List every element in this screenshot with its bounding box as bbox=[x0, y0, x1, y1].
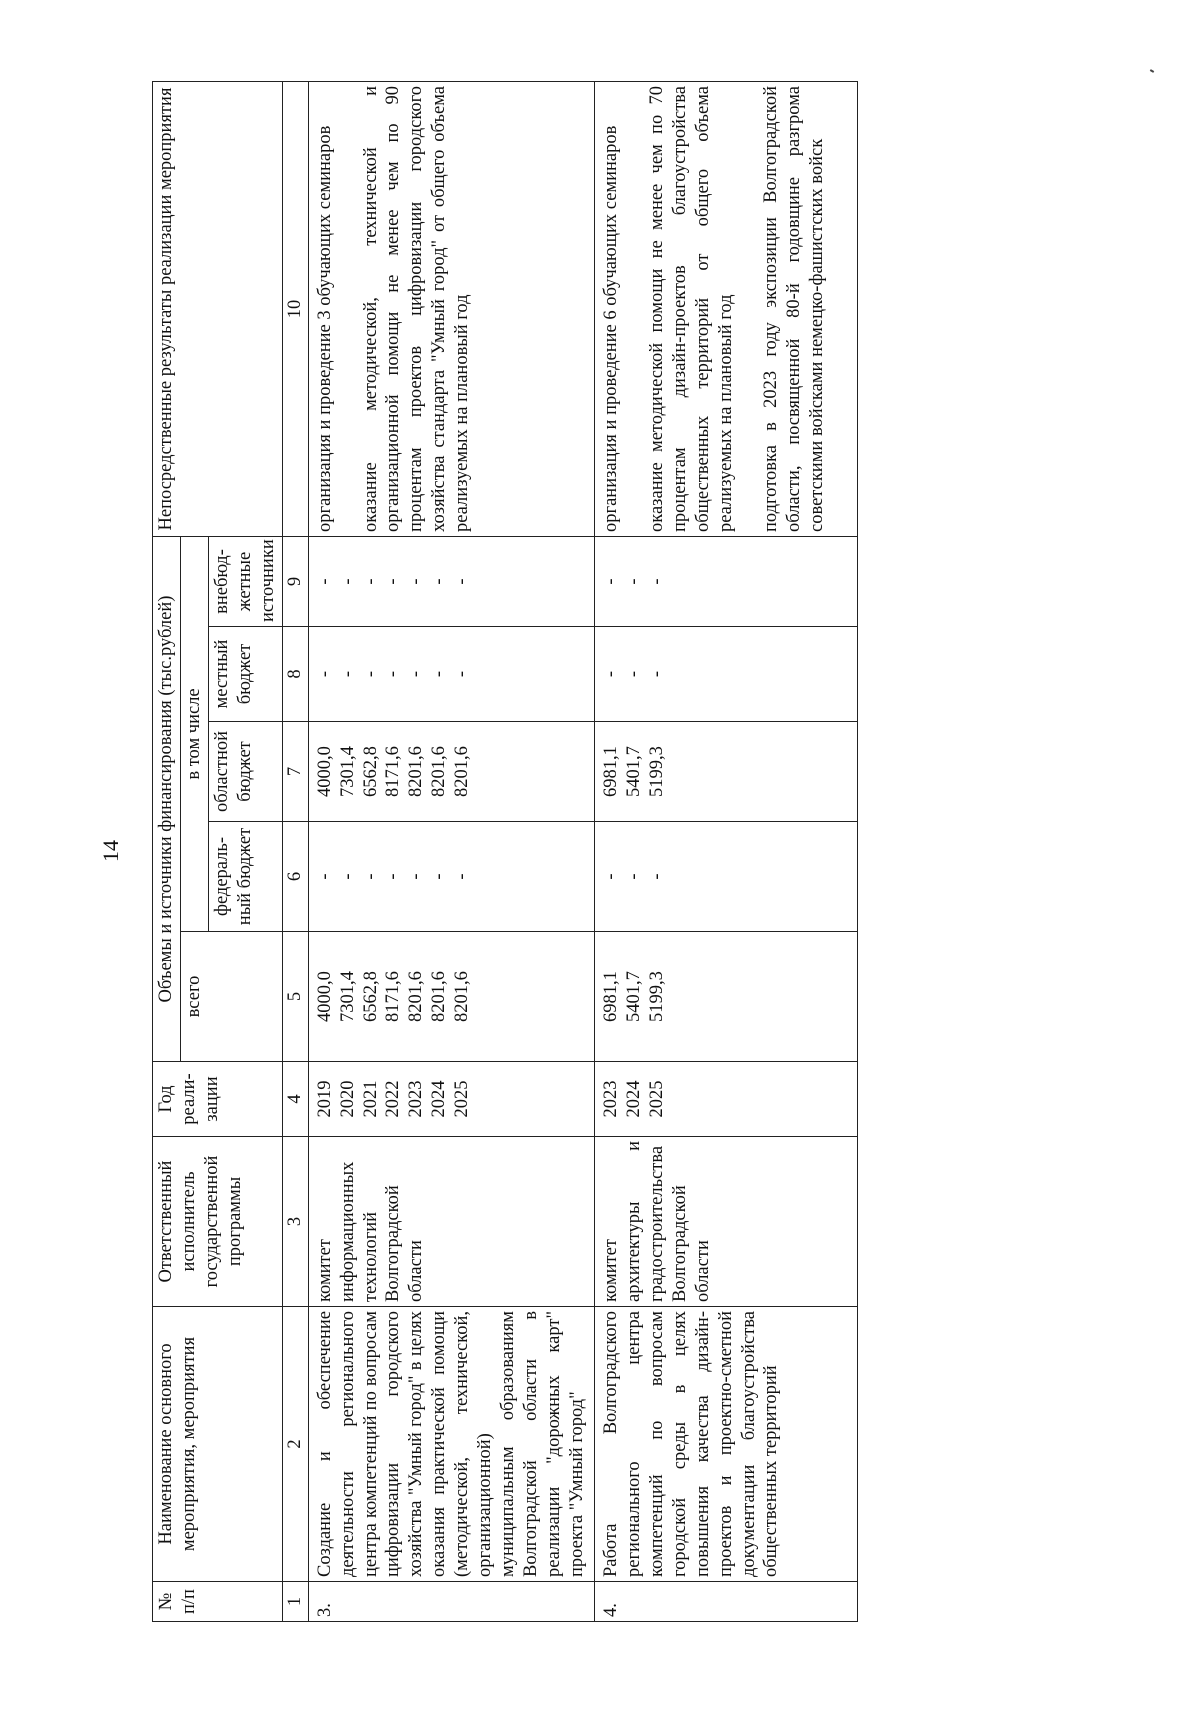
row-number: 3. bbox=[308, 1582, 594, 1622]
table-body bbox=[282, 82, 858, 1622]
total-amount-value: 4000,0 bbox=[314, 971, 335, 1022]
column-number: 4 bbox=[282, 1062, 308, 1137]
extrabudget-amount-value: - bbox=[383, 578, 404, 585]
header-extrabudget: внебюд-жетные источники bbox=[208, 537, 282, 627]
year-value: 2023 bbox=[600, 1080, 621, 1118]
local-amount-value: - bbox=[600, 670, 621, 678]
result-item: организация и проведение 6 обучающих семинаров bbox=[600, 125, 621, 532]
scan-mark bbox=[1150, 69, 1154, 73]
column-number-row bbox=[282, 82, 308, 1622]
regional-amount-value: 6562,8 bbox=[360, 746, 381, 797]
table-row bbox=[594, 82, 857, 1622]
local-amount-value: - bbox=[646, 670, 667, 678]
regional-amount-value: 8201,6 bbox=[452, 746, 473, 797]
result-item: подготовка в 2023 году экспозиции Волгоградской области, посвященной 80-й годовщине разгрома советскими войсками немецко-фашистских войск bbox=[761, 86, 828, 532]
year-value: 2024 bbox=[429, 1080, 450, 1118]
page-number: 14 bbox=[98, 840, 123, 862]
year-value: 2022 bbox=[383, 1080, 404, 1118]
column-number: 6 bbox=[282, 822, 308, 932]
regional-amount-value: 8171,6 bbox=[383, 746, 404, 797]
federal-amount-value: - bbox=[429, 873, 450, 880]
federal-amount-value: - bbox=[623, 873, 644, 880]
total-amount-value: 6981,1 bbox=[600, 971, 621, 1022]
year bbox=[594, 1062, 857, 1137]
total-amount-value: 8201,6 bbox=[452, 971, 473, 1022]
column-number: 3 bbox=[282, 1137, 308, 1307]
header-funding-group: Объемы и источники финансирования (тыс.рублей) bbox=[153, 537, 181, 1062]
regional-amount-value: 8201,6 bbox=[429, 746, 450, 797]
table-row bbox=[308, 82, 594, 1622]
header-year: Год реали-зации bbox=[153, 1062, 283, 1137]
column-number: 1 bbox=[282, 1582, 308, 1622]
results bbox=[594, 82, 857, 537]
federal-amount bbox=[594, 822, 857, 932]
federal-amount-value: - bbox=[383, 873, 404, 880]
federal-amount-value: - bbox=[646, 873, 667, 880]
row-number: 4. bbox=[594, 1582, 857, 1622]
federal-amount-value: - bbox=[360, 873, 381, 880]
header-total: всего bbox=[180, 932, 282, 1062]
column-number: 7 bbox=[282, 722, 308, 822]
measure-name: Создание и обеспечение деятельности регионального центра компетенций по вопросам цифровизации городского хозяйства "Умный город" в целях оказания практической помощи (методической, технической, организационной) муниципальным образованиям Волгоградской области в реализации "дорожных карт" проекта "Умный город" bbox=[308, 1307, 594, 1582]
column-number: 5 bbox=[282, 932, 308, 1062]
total-amount-value: 8201,6 bbox=[429, 971, 450, 1022]
extrabudget-amount bbox=[308, 537, 594, 627]
executor: комитет архитектуры и градостроительства Волгоградской области bbox=[594, 1137, 857, 1307]
year-value: 2023 bbox=[406, 1080, 427, 1118]
local-amount-value: - bbox=[337, 670, 358, 678]
extrabudget-amount-value: - bbox=[646, 578, 667, 585]
year bbox=[308, 1062, 594, 1137]
regional-amount-value: 5401,7 bbox=[623, 746, 644, 797]
result-item: оказание методической, технической и организационной помощи не менее чем по 90 процентам проектов цифровизации городского хозяйства стандарта "Умный город" от общего объема реализуемых на плановый год bbox=[360, 86, 473, 532]
extrabudget-amount-value: - bbox=[406, 578, 427, 585]
local-amount-value: - bbox=[314, 670, 335, 678]
regional-amount-value: 7301,4 bbox=[337, 746, 358, 797]
rotated-table-container bbox=[152, 82, 1112, 1622]
year-value: 2025 bbox=[646, 1080, 667, 1118]
result-item: оказание методической помощи не менее чем по 70 процентам дизайн-проектов благоустройства общественных территорий от общего объема реализуемых на плановый год bbox=[646, 86, 736, 532]
local-amount-value: - bbox=[383, 670, 404, 678]
local-amount bbox=[594, 627, 857, 722]
funding-table bbox=[152, 81, 858, 1622]
header-local: местный бюджет bbox=[208, 627, 282, 722]
federal-amount-value: - bbox=[406, 873, 427, 880]
extrabudget-amount-value: - bbox=[429, 578, 450, 585]
year-value: 2025 bbox=[452, 1080, 473, 1118]
regional-amount bbox=[308, 722, 594, 822]
federal-amount-value: - bbox=[452, 873, 473, 880]
total-amount-value: 5199,3 bbox=[646, 971, 667, 1022]
measure-name: Работа Волгоградского регионального центра компетенций по вопросам городской среды в целях повышения качества дизайн-проектов и проектно-сметной документации благоустройства общественных территорий bbox=[594, 1307, 857, 1582]
result-item: организация и проведение 3 обучающих семинаров bbox=[314, 125, 335, 532]
column-number: 9 bbox=[282, 537, 308, 627]
federal-amount bbox=[308, 822, 594, 932]
column-number: 10 bbox=[282, 82, 308, 537]
local-amount bbox=[308, 627, 594, 722]
federal-amount-value: - bbox=[600, 873, 621, 880]
executor: комитет информационных технологий Волгоградской области bbox=[308, 1137, 594, 1307]
total-amount-value: 6562,8 bbox=[360, 971, 381, 1022]
total-amount bbox=[594, 932, 857, 1062]
column-number: 2 bbox=[282, 1307, 308, 1582]
regional-amount-value: 4000,0 bbox=[314, 746, 335, 797]
extrabudget-amount bbox=[594, 537, 857, 627]
local-amount-value: - bbox=[429, 670, 450, 678]
year-value: 2021 bbox=[360, 1080, 381, 1118]
header-name: Наименование основного мероприятия, мероприятия bbox=[153, 1307, 283, 1582]
total-amount-value: 8171,6 bbox=[383, 971, 404, 1022]
extrabudget-amount-value: - bbox=[314, 578, 335, 585]
regional-amount-value: 5199,3 bbox=[646, 746, 667, 797]
header-regional: областной бюджет bbox=[208, 722, 282, 822]
local-amount-value: - bbox=[452, 670, 473, 678]
total-amount-value: 8201,6 bbox=[406, 971, 427, 1022]
extrabudget-amount-value: - bbox=[623, 578, 644, 585]
regional-amount-value: 6981,1 bbox=[600, 746, 621, 797]
header-no: № п/п bbox=[153, 1582, 283, 1622]
year-value: 2024 bbox=[623, 1080, 644, 1118]
extrabudget-amount-value: - bbox=[360, 578, 381, 585]
header-executor: Ответственный исполнитель государственной программы bbox=[153, 1137, 283, 1307]
total-amount bbox=[308, 932, 594, 1062]
header-results: Непосредственные результаты реализации мероприятия bbox=[153, 82, 283, 537]
header-federal: федераль-ный бюджет bbox=[208, 822, 282, 932]
local-amount-value: - bbox=[360, 670, 381, 678]
regional-amount bbox=[594, 722, 857, 822]
regional-amount-value: 8201,6 bbox=[406, 746, 427, 797]
extrabudget-amount-value: - bbox=[600, 578, 621, 585]
header-including: в том числе bbox=[180, 537, 208, 932]
extrabudget-amount-value: - bbox=[452, 578, 473, 585]
year-value: 2019 bbox=[314, 1080, 335, 1118]
total-amount-value: 5401,7 bbox=[623, 971, 644, 1022]
results bbox=[308, 82, 594, 537]
federal-amount-value: - bbox=[314, 873, 335, 880]
extrabudget-amount-value: - bbox=[337, 578, 358, 585]
local-amount-value: - bbox=[406, 670, 427, 678]
total-amount-value: 7301,4 bbox=[337, 971, 358, 1022]
federal-amount-value: - bbox=[337, 873, 358, 880]
year-value: 2020 bbox=[337, 1080, 358, 1118]
column-number: 8 bbox=[282, 627, 308, 722]
local-amount-value: - bbox=[623, 670, 644, 678]
